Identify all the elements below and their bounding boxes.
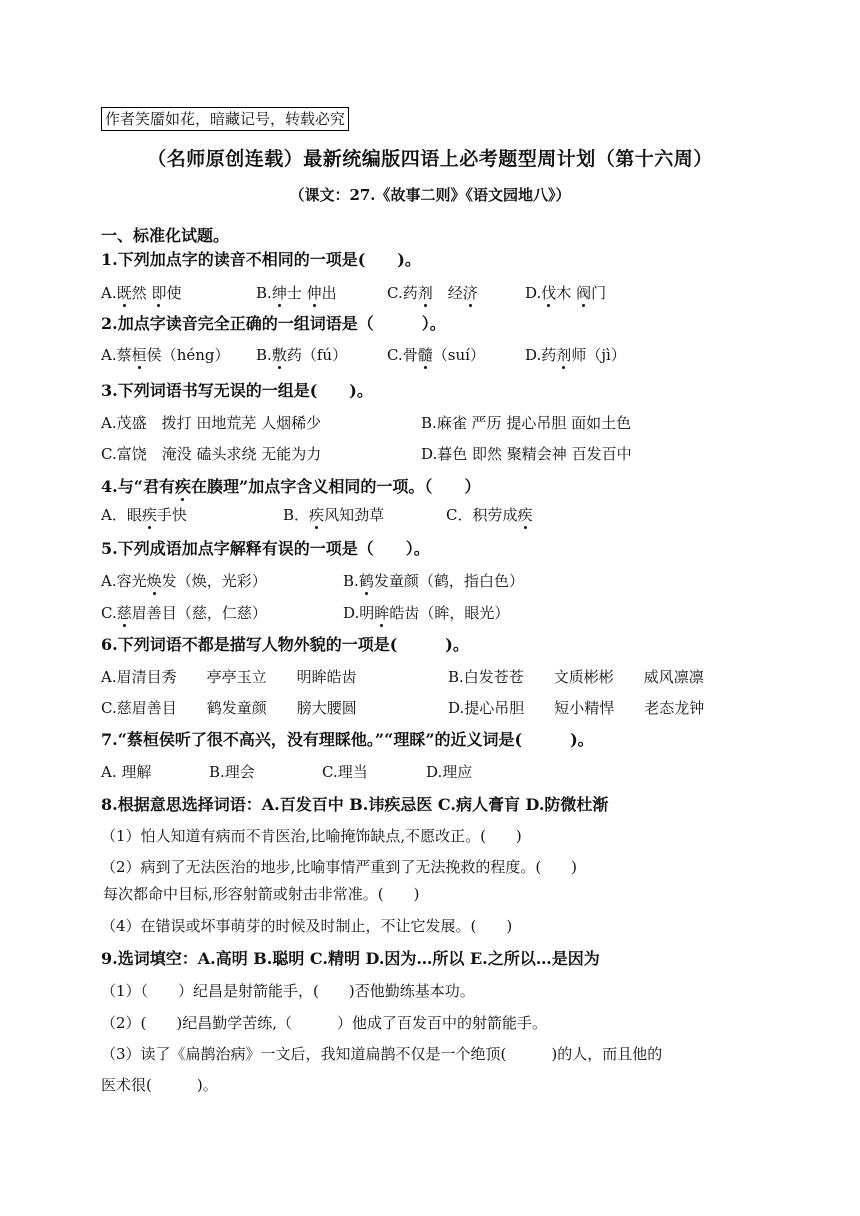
question-9-stem: 9.选词填空：A.高明 B.聪明 C.精明 D.因为…所以 E.之所以…是因为 <box>101 949 600 968</box>
question-2-option-a: A.蔡桓侯（héng） <box>101 346 230 364</box>
question-2-options <box>101 345 801 365</box>
question-6-stem: 6.下列词语不都是描写人物外貌的一项是( )。 <box>101 635 469 654</box>
question-2-stem: 2.加点字读音完全正确的一组词语是（ ）。 <box>101 314 446 333</box>
question-6-option-b: B.白发苍苍 文质彬彬 威风凛凛 <box>448 668 704 686</box>
question-1-options <box>101 283 801 303</box>
question-1-option-b: B.绅士 伸出 <box>256 284 337 302</box>
question-7-options <box>101 762 801 782</box>
question-1-option-d: D.伐木 阀门 <box>525 284 607 302</box>
question-8-item-2: （2）病到了无法医治的地步,比喻事情严重到了无法挽救的程度。( ) <box>101 858 578 876</box>
question-6-options-row2 <box>101 698 801 718</box>
question-5-option-d: D.明眸皓齿（眸，眼光） <box>343 604 510 622</box>
question-7-option-b: B.理会 <box>209 763 255 781</box>
question-1-option-a: A.既然 即使 <box>101 284 182 302</box>
question-5-options-row1 <box>101 571 801 591</box>
question-1-option-c: C.药剂 经济 <box>387 284 478 302</box>
question-5-stem: 5.下列成语加点字解释有误的一项是（ ）。 <box>101 539 430 558</box>
question-2-option-b: B.敷药（fú） <box>256 346 348 364</box>
question-7-option-c: C.理当 <box>322 763 368 781</box>
question-6-option-a: A.眉清目秀 亭亭玉立 明眸皓齿 <box>101 668 357 686</box>
question-9-item-1: （1）（ ）纪昌是射箭能手，( )否他勤练基本功。 <box>101 982 475 1000</box>
question-5-options-row2 <box>101 603 801 623</box>
question-3-options-row2 <box>101 444 801 464</box>
question-9-item-2: （2）( )纪昌勤学苦练,（ ）他成了百发百中的射箭能手。 <box>101 1014 548 1032</box>
question-4-option-a: A．眼疾手快 <box>101 506 187 524</box>
question-2-option-c: C.骨髓（suí） <box>387 346 485 364</box>
question-4-option-c: C．积劳成疾 <box>446 506 533 524</box>
page-title: （名师原创连载）最新统编版四语上必考题型周计划（第十六周） <box>147 148 713 170</box>
question-8-stem: 8.根据意思选择词语：A.百发百中 B.讳疾忌医 C.病人膏肓 D.防微杜渐 <box>101 795 609 814</box>
question-7-option-d: D.理应 <box>426 763 473 781</box>
section-heading: 一、标准化试题。 <box>101 226 230 245</box>
question-7-stem: 7.“蔡桓侯听了很不高兴，没有理睬他。”“理睬”的近义词是( )。 <box>101 730 594 749</box>
question-8-item-3: 每次都命中目标,形容射箭或射击非常准。( ) <box>103 885 420 903</box>
question-6-option-c: C.慈眉善目 鹤发童颜 膀大腰圆 <box>101 699 357 717</box>
question-4-option-b: B．疾风知劲草 <box>283 506 385 524</box>
question-8-item-1: （1）怕人知道有病而不肯医治,比喻掩饰缺点,不愿改正。( ) <box>101 827 522 845</box>
question-8-item-4: （4）在错误或坏事萌芽的时候及时制止，不让它发展。( ) <box>101 917 513 935</box>
question-1-stem: 1.下列加点字的读音不相同的一项是( )。 <box>101 250 421 269</box>
question-9-item-3-line-1: （3）读了《扁鹊治病》一文后，我知道扁鹊不仅是一个绝顶( )的人，而且他的 <box>101 1045 663 1063</box>
page-subtitle: （课文：27.《故事二则》《语文园地八》） <box>289 186 571 204</box>
question-6-option-d: D.提心吊胆 短小精悍 老态龙钟 <box>448 699 705 717</box>
question-3-option-c: C.富饶 淹没 磕头求绕 无能为力 <box>101 445 322 463</box>
question-5-option-b: B.鹤发童颜（鹤，指白色） <box>343 572 524 590</box>
question-3-stem: 3.下列词语书写无误的一组是( )。 <box>101 381 373 400</box>
question-3-option-d: D.暮色 即然 聚精会神 百发百中 <box>421 445 632 463</box>
question-6-options-row1 <box>101 667 801 687</box>
question-3-options-row1 <box>101 413 801 433</box>
question-7-option-a: A. 理解 <box>101 763 152 781</box>
question-2-option-d: D.药剂师（jì） <box>525 346 626 364</box>
question-9-item-3-line-2: 医术很( )。 <box>101 1076 218 1094</box>
question-3-option-a: A.茂盛 拨打 田地荒芜 人烟稀少 <box>101 414 322 432</box>
question-5-option-c: C.慈眉善目（慈，仁慈） <box>101 604 267 622</box>
question-3-option-b: B.麻雀 严历 提心吊胆 面如土色 <box>421 414 632 432</box>
question-4-options <box>101 505 801 525</box>
question-5-option-a: A.容光焕发（焕，光彩） <box>101 572 267 590</box>
copyright-notice: 作者笑靥如花，暗藏记号，转载必究 <box>101 107 349 131</box>
question-4-stem: 4.与“君有疾在腠理”加点字含义相同的一项。（ ） <box>101 477 481 496</box>
